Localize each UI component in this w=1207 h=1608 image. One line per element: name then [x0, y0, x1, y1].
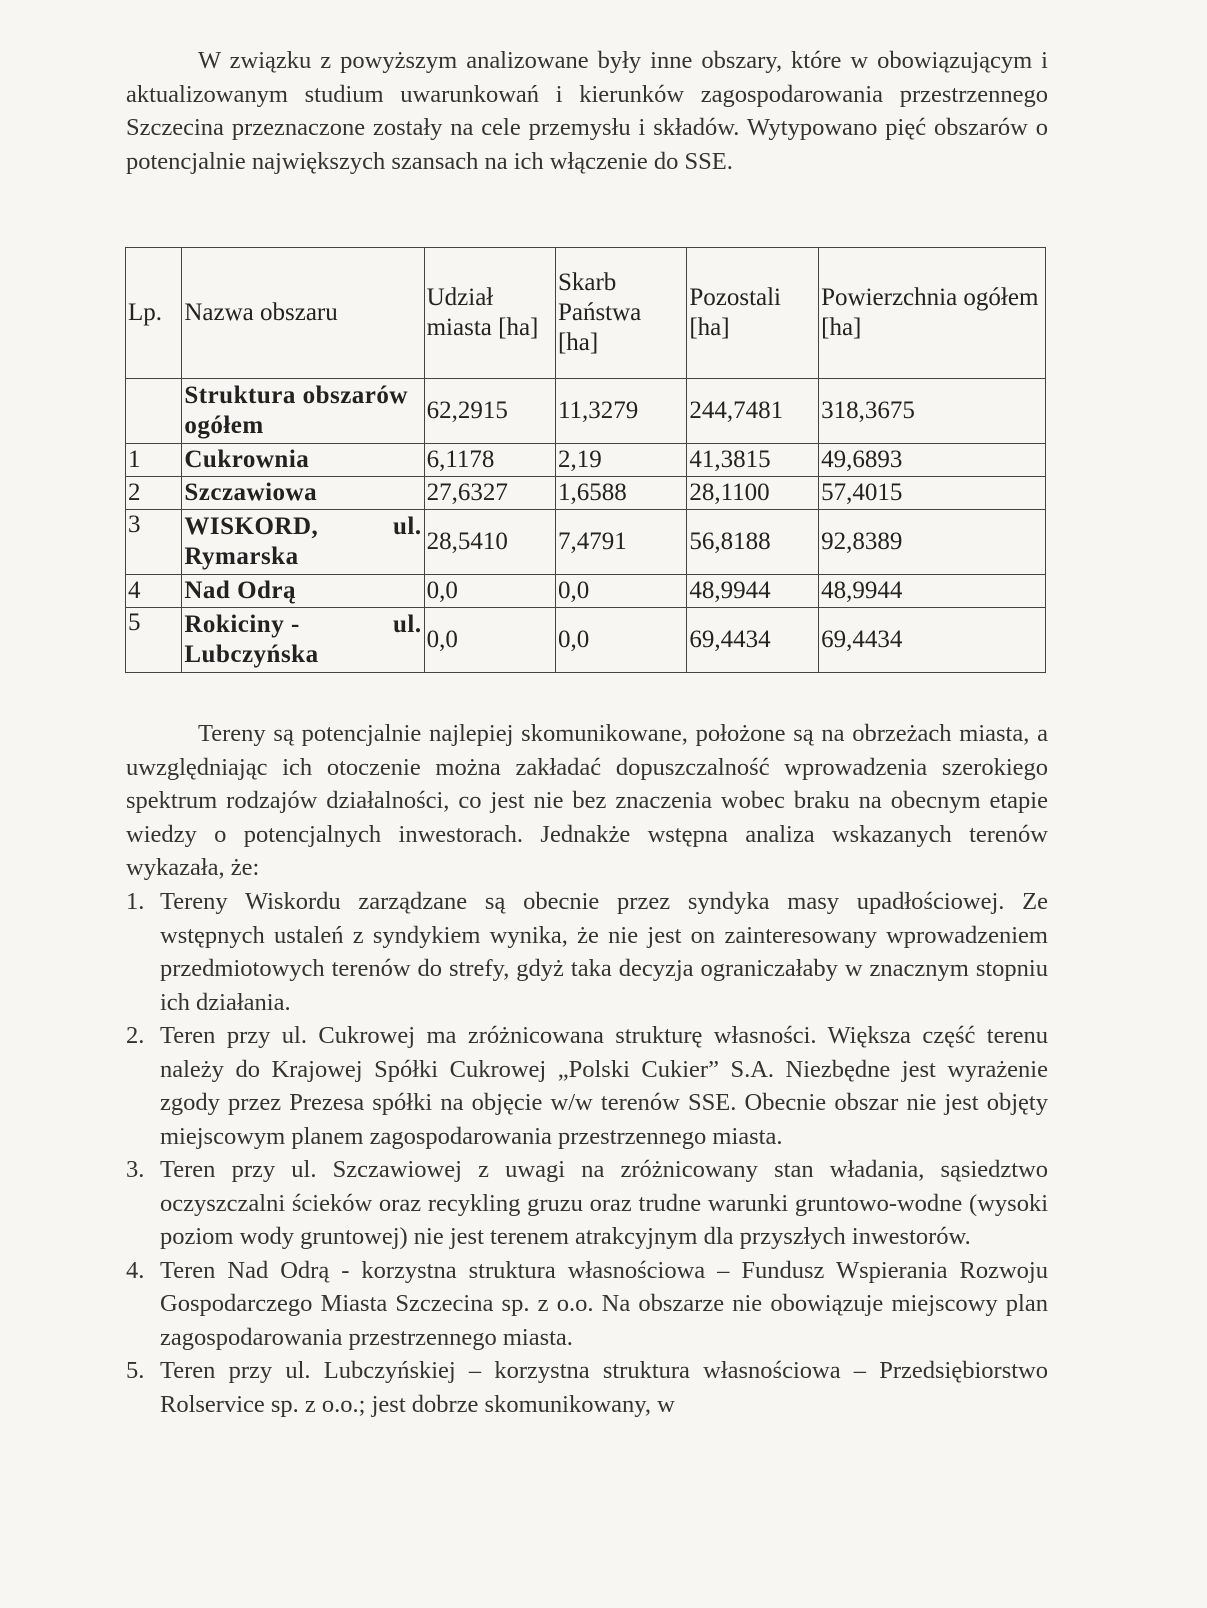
row-name: Cukrownia: [182, 444, 424, 477]
row-city: 0,0: [424, 608, 555, 673]
list-item: [126, 1019, 1048, 1153]
list-item-number: 1.: [126, 888, 145, 915]
list-item-number: 5.: [126, 1357, 145, 1384]
list-item-text: Tereny Wiskordu zarządzane są obecnie przez syndyka masy upadłościowej. Ze wstępnych ustaleń z syndykiem wynika, że nie jest on zainteresowany wprowadzeniem przedmiotowych terenów do strefy, gdyż taka decyzja ograniczałaby w znacznym stopniu ich działania.: [160, 888, 1048, 1016]
findings-list: [126, 885, 1048, 1421]
table-cell: [126, 379, 182, 444]
row-lp: 3: [126, 510, 182, 575]
row-lp: 2: [126, 477, 182, 510]
row-city: 0,0: [424, 575, 555, 608]
list-item-text: Teren przy ul. Cukrowej ma zróżnicowana strukturę własności. Większa część terenu należy do Krajowej Spółki Cukrowej „Polski Cukier” S.A. Niezbędne jest wyrażenie zgody przez Prezesa spółki na objęcie w/w terenów SSE. Obecnie obszar nie jest objęty miejscowym planem zagospodarowania przestrzennego miasta.: [160, 1022, 1048, 1150]
row-name-part: ul.: [393, 611, 422, 638]
row-other: 56,8188: [687, 510, 819, 575]
row-state: 1,6588: [555, 477, 686, 510]
row-name-part: ul.: [393, 513, 422, 540]
row-state: 2,19: [555, 444, 686, 477]
area-ownership-table: [125, 247, 1046, 673]
row-city: 27,6327: [424, 477, 555, 510]
list-item: [126, 885, 1048, 1019]
row-lp: 5: [126, 608, 182, 673]
list-item: [126, 1153, 1048, 1254]
row-state: 0,0: [555, 575, 686, 608]
row-other: 69,4434: [687, 608, 819, 673]
row-total: 49,6893: [819, 444, 1046, 477]
table-header-row: [126, 248, 1046, 379]
row-state: 7,4791: [555, 510, 686, 575]
summary-total: 318,3675: [819, 379, 1046, 444]
row-lp: 1: [126, 444, 182, 477]
header-other: Pozostali [ha]: [687, 248, 819, 379]
table-row: [126, 575, 1046, 608]
row-lp: 4: [126, 575, 182, 608]
row-total: 92,8389: [819, 510, 1046, 575]
row-other: 41,3815: [687, 444, 819, 477]
summary-name: Struktura obszarów ogółem: [182, 379, 424, 444]
row-state: 0,0: [555, 608, 686, 673]
row-name-part: Rymarska: [184, 543, 299, 570]
row-other: 28,1100: [687, 477, 819, 510]
list-item-text: Teren Nad Odrą - korzystna struktura własnościowa – Fundusz Wspierania Rozwoju Gospodarczego Miasta Szczecina sp. z o.o. Na obszarze nie obowiązuje miejscowy plan zagospodarowania przestrzennego miasta.: [160, 1256, 1048, 1351]
row-name: Szczawiowa: [182, 477, 424, 510]
row-name: [182, 608, 424, 673]
table-row: [126, 510, 1046, 575]
row-name-part: WISKORD,: [184, 513, 319, 540]
row-city: 6,1178: [424, 444, 555, 477]
header-total-area: Powierzchnia ogółem [ha]: [819, 248, 1046, 379]
table-row: [126, 477, 1046, 510]
list-item: [126, 1254, 1048, 1355]
analysis-paragraph: Tereny są potencjalnie najlepiej skomunikowane, położone są na obrzeżach miasta, a uwzględniając ich otoczenie można zakładać dopuszczalność wprowadzenia szerokiego spektrum rodzajów działalności, co jest nie bez znaczenia wobec braku na obecnym etapie wiedzy o potencjalnych inwestorach. Jednakże wstępna analiza wskazanych terenów wykazała, że:: [126, 720, 1048, 881]
row-total: 69,4434: [819, 608, 1046, 673]
row-total: 57,4015: [819, 477, 1046, 510]
table-row: [126, 444, 1046, 477]
table-row: [126, 608, 1046, 673]
list-item: [126, 1354, 1048, 1421]
row-city: 28,5410: [424, 510, 555, 575]
list-item-number: 3.: [126, 1156, 145, 1183]
row-name: Nad Odrą: [182, 575, 424, 608]
row-name-part: Rokiciny -: [184, 611, 300, 638]
row-name-part: Lubczyńska: [184, 641, 319, 668]
row-name: [182, 510, 424, 575]
list-item-text: Teren przy ul. Szczawiowej z uwagi na zróżnicowany stan władania, sąsiedztwo oczyszczalni ścieków oraz recykling gruzu oraz trudne warunki gruntowo-wodne (wysoki poziom wody gruntowej) nie jest terenem atrakcyjnym dla przyszłych inwestorów.: [160, 1156, 1048, 1250]
header-name: Nazwa obszaru: [182, 248, 424, 379]
list-item-number: 2.: [126, 1022, 145, 1049]
table-summary-row: [126, 379, 1046, 444]
header-city-share: Udział miasta [ha]: [424, 248, 555, 379]
summary-other: 244,7481: [687, 379, 819, 444]
intro-paragraph: W związku z powyższym analizowane były inne obszary, które w obowiązującym i aktualizowanym studium uwarunkowań i kierunków zagospodarowania przestrzennego Szczecina przeznaczone zostały na cele przemysłu i składów. Wytypowano pięć obszarów o potencjalnie największych szansach na ich włączenie do SSE.: [126, 47, 1048, 175]
list-item-text: Teren przy ul. Lubczyńskiej – korzystna struktura własnościowa – Przedsiębiorstwo Rolservice sp. z o.o.; jest dobrze skomunikowany, w: [160, 1357, 1048, 1418]
header-lp: Lp.: [126, 248, 182, 379]
summary-city: 62,2915: [424, 379, 555, 444]
summary-state: 11,3279: [555, 379, 686, 444]
row-other: 48,9944: [687, 575, 819, 608]
header-state-treasury: Skarb Państwa [ha]: [555, 248, 686, 379]
list-item-number: 4.: [126, 1256, 145, 1284]
row-total: 48,9944: [819, 575, 1046, 608]
